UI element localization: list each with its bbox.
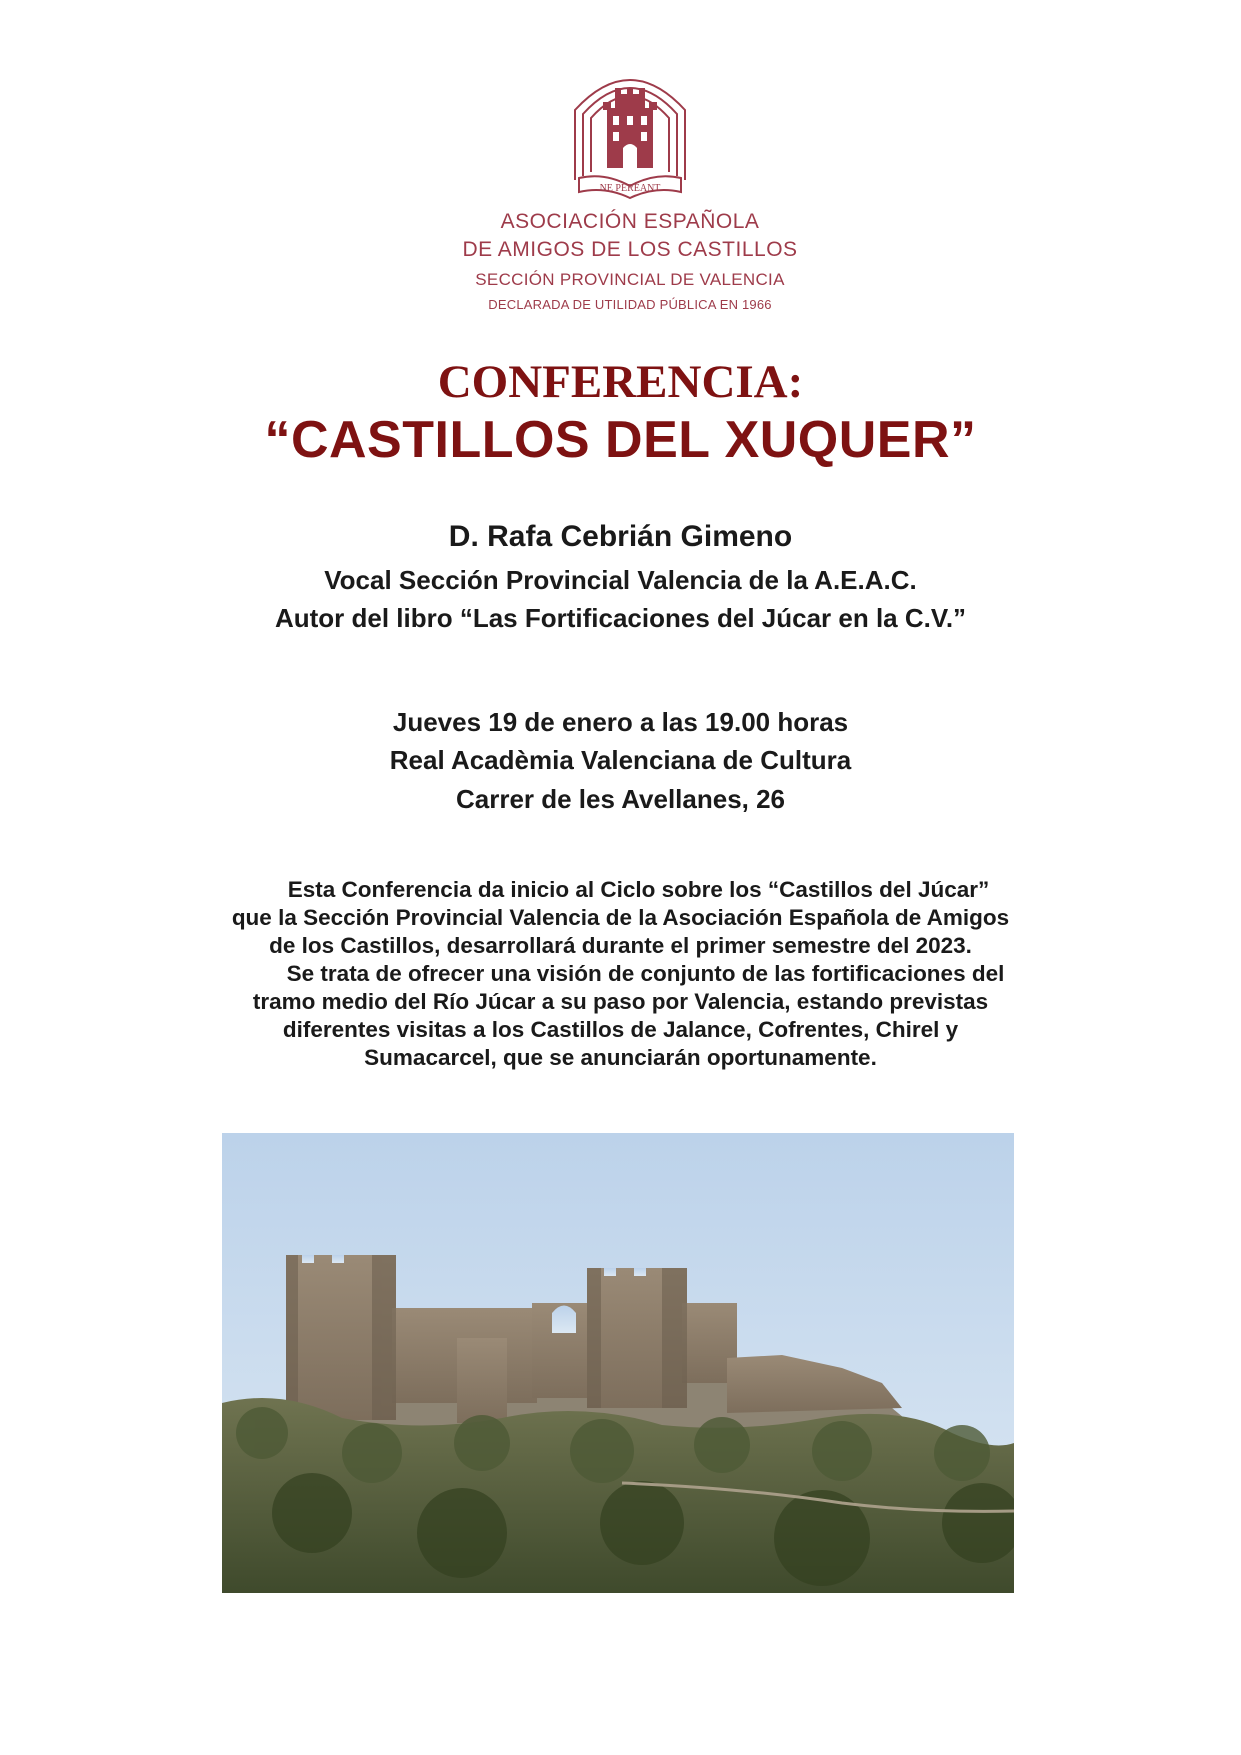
description-line-5: tramo medio del Río Júcar a su paso por Valencia, estando previstas xyxy=(252,989,989,1014)
description-line-6: diferentes visitas a los Castillos de Jalance, Cofrentes, Chirel y xyxy=(282,1017,959,1042)
logo-motto: NE PEREANT xyxy=(599,183,661,194)
logo-line-2: DE AMIGOS DE LOS CASTILLOS xyxy=(462,238,798,261)
castle-emblem-icon xyxy=(565,60,695,200)
description-line-4: Se trata de ofrecer una visión de conjunto de las fortificaciones del xyxy=(286,961,1005,986)
event-address: Carrer de les Avellanes, 26 xyxy=(455,784,786,814)
description-line-1: Esta Conferencia da inicio al Ciclo sobre los “Castillos del Júcar” xyxy=(287,877,990,902)
castle-photo xyxy=(222,1133,1014,1593)
speaker-role: Vocal Sección Provincial Valencia de la A.E.A.C. xyxy=(324,565,917,595)
description-line-3: de los Castillos, desarrollará durante el primer semestre del 2023. xyxy=(269,933,972,958)
description-line-2: que la Sección Provincial Valencia de la Asociación Española de Amigos xyxy=(231,905,1010,930)
association-logo xyxy=(460,60,800,320)
conference-title: “CASTILLOS DEL XUQUER” xyxy=(264,411,977,469)
logo-line-1: ASOCIACIÓN ESPAÑOLA xyxy=(500,210,760,233)
speaker-name: D. Rafa Cebrián Gimeno xyxy=(448,520,793,553)
event-venue: Real Acadèmia Valenciana de Cultura xyxy=(389,745,852,775)
conference-label: CONFERENCIA: xyxy=(437,356,804,408)
logo-line-3: SECCIÓN PROVINCIAL DE VALENCIA xyxy=(475,270,785,289)
description-line-7: Sumacarcel, que se anunciarán oportunamente. xyxy=(364,1045,877,1070)
speaker-book: Autor del libro “Las Fortificaciones del Júcar en la C.V.” xyxy=(274,603,967,633)
event-datetime: Jueves 19 de enero a las 19.00 horas xyxy=(392,707,849,737)
logo-line-4: DECLARADA DE UTILIDAD PÚBLICA EN 1966 xyxy=(488,297,772,312)
